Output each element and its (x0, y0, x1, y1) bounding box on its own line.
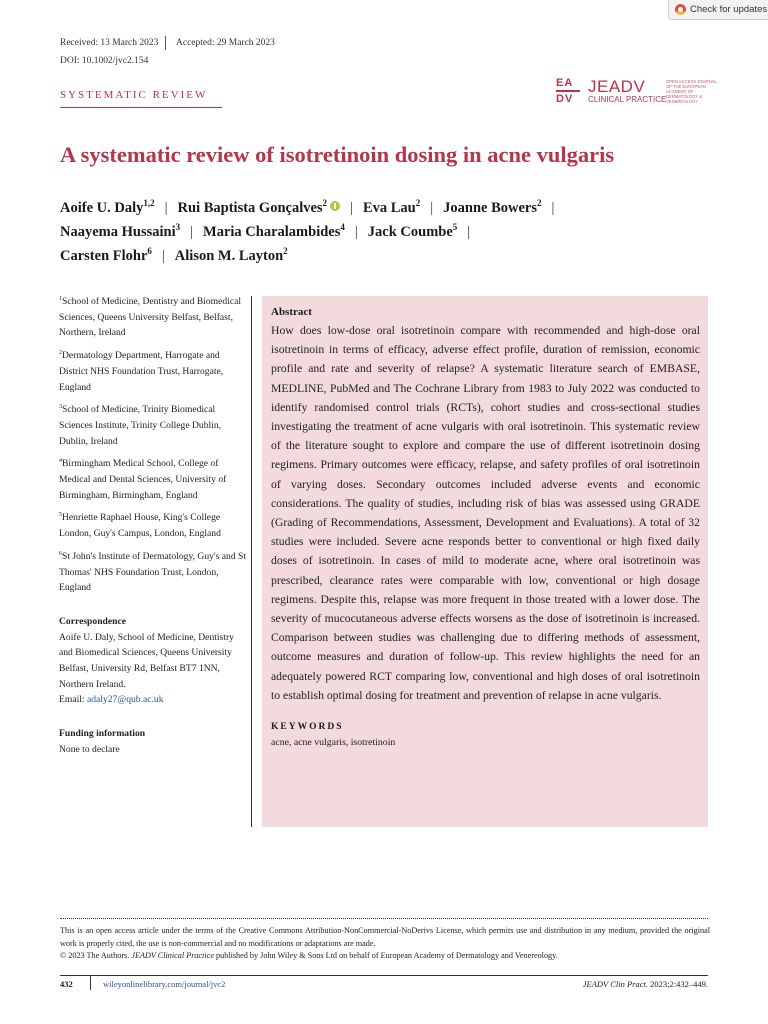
email-link[interactable]: adaly27@qub.ac.uk (86, 694, 164, 706)
page-number: 432 (60, 979, 73, 989)
author[interactable]: Jack Coumbe$^5$ (367, 222, 458, 240)
abstract-heading: Abstract (271, 306, 312, 318)
citation: JEADV Clin Pract. 2023;2:432–449. (582, 979, 708, 989)
logo-mark-top: EA (556, 77, 574, 89)
author[interactable]: Eva Lau$^2$ (362, 198, 421, 216)
author[interactable]: Aoife U. Daly$^{1,2}$ (60, 198, 155, 216)
footer-separator (90, 976, 91, 990)
crossmark-icon (675, 4, 686, 15)
abstract-text: How does low-dose oral isotretinoin compare with recommended and high-dose oral isotretinoin in terms of efficacy, adverse effect profile, duration of remission, economic profile and rate and severity of relapse? A systematic literature search of EMBASE, MEDLINE, PubMed and The Cochrane Library from 1983 to July 2022 was conducted to identify randomised control trials (RCTs), cohort studies and cross-sectional studies investigating the treatment of acne vulgaris with oral isotretinoin. This systematic review of the literature sought to explore and compare the use of different isotretinoin dosing regimens. Primary outcomes were efficacy, relapse, and safety profiles of oral isotretinoin of varying doses. Secondary outcomes included adverse events and economic considerations. The quality of studies, including risk of bias was assessed using GRADE (Grading of Recommendations, Assessment, Development and Evaluations). A total of 32 studies were included. Severe acne responds better to conventional or high fixed daily doses of isotretinoin. In cases of mild to moderate acne, where oral isotretinoin was prescribed, clearance rates were comparable with low, conventional or high dosage regimens. Despite this, relapse was more frequent in those treated with a lower dose. The severity of mucocutaneous adverse effects worsens as the dose of isotretinoin is increased. Comparison between studies was challenging due to differing methods of assessment, outcome measures and duration of follow-up. This review highlights the need for an adequately powered RCT comparing low, conventional and high doses of oral isotretinoin to establish optimal dosing for treatment and prevention of relapse in acne vulgaris. (271, 324, 700, 702)
logo-mark-bar (556, 90, 580, 92)
left-column (59, 294, 249, 765)
license-block (60, 925, 710, 963)
correspondence-text: Aoife U. Daly, School of Medicine, Dentistry and Biomedical Sciences, Queens University Belfast, University Rd, Belfast BT7 1NN, Northern Ireland. Email: adaly27@qub.ac.uk (59, 631, 234, 706)
eadv-logo-mark (556, 77, 580, 107)
author[interactable]: Naayema Hussaini$^3$ (60, 222, 181, 240)
journal-name: JEADV (588, 77, 646, 96)
license-text: This is an open access article under the terms of the Creative Commons Attribution-NonCommercial-NoDerivs License, which permits use and distribution in any medium, provided the original work is properly cited, the use is non-commercial and no modifications or adaptations are made. (60, 926, 710, 948)
author[interactable]: Alison M. Layton$^2$ (174, 246, 288, 264)
affiliation: $^6$St John's Institute of Dermatology, Guy's and St Thomas' NHS Foundation Trust, London, England (59, 550, 247, 594)
correspondence-heading: Correspondence (59, 615, 126, 627)
affiliation: $^3$School of Medicine, Trinity Biomedical Sciences Institute, Trinity College Dublin, Dublin, Ireland (59, 404, 222, 447)
journal-subtitle: CLINICAL PRACTICE (588, 95, 667, 104)
keywords-text: acne, acne vulgaris, isotretinoin (271, 737, 396, 749)
accepted-date: Accepted: 29 March 2023 (176, 38, 275, 48)
author-line-3: Carsten Flohr$^6$ | Alison M. Layton$^2$ (60, 246, 288, 264)
received-date: Received: 13 March 2023 (60, 38, 159, 48)
journal-fine-print: OPEN ACCESS JOURNAL OF THE EUROPEAN ACADEMY OF DERMATOLOGY & VENEREOLOGY (666, 79, 717, 104)
copyright-text: © 2023 The Authors. JEADV Clinical Practice published by John Wiley & Sons Ltd on behalf of European Academy of Dermatology and Venereology. (60, 951, 558, 960)
footer-divider (60, 975, 708, 976)
orcid-icon[interactable] (330, 201, 340, 211)
author[interactable]: Joanne Bowers$^2$ (443, 198, 542, 216)
license-divider (60, 918, 708, 919)
affiliation: $^4$Birmingham Medical School, College of Medical and Dental Sciences, University of Birmingham, Birmingham, England (59, 458, 227, 501)
logo-mark-bottom: DV (556, 93, 574, 105)
funding-heading: Funding information (59, 728, 146, 740)
author-line-1: Aoife U. Daly$^{1,2}$ | Rui Baptista Gonçalves$^2$ | Eva Lau$^2$ | Joanne Bowers$^2$ | (60, 198, 555, 216)
journal-logo (556, 77, 716, 109)
affiliation: $^2$Dermatology Department, Harrogate and District NHS Foundation Trust, Harrogate, England (59, 350, 224, 393)
check-for-updates-label: Check for updates (690, 4, 768, 15)
meta-divider (165, 36, 166, 50)
doi: DOI: 10.1002/jvc2.154 (60, 56, 149, 66)
author[interactable]: Rui Baptista Gonçalves$^2$ (177, 198, 328, 216)
keywords-heading: KEYWORDS (271, 722, 344, 733)
funding-text: None to declare (59, 743, 120, 755)
journal-url-link[interactable]: wileyonlinelibrary.com/journal/jvc2 (103, 979, 226, 989)
article-title: A systematic review of isotretinoin dosing in acne vulgaris (60, 142, 615, 167)
author[interactable]: Carsten Flohr$^6$ (60, 246, 152, 264)
affiliation: $^5$Henriette Raphael House, King's College London, Guy's Campus, London, England (59, 512, 221, 540)
check-for-updates-badge[interactable] (668, 0, 768, 20)
section-tag: SYSTEMATIC REVIEW (60, 89, 208, 101)
author-line-2: Naayema Hussaini$^3$ | Maria Charalambides$^4$ | Jack Coumbe$^5$ | (60, 222, 471, 240)
section-tag-underline (60, 107, 222, 108)
column-divider (251, 296, 252, 827)
author[interactable]: Maria Charalambides$^4$ (203, 222, 345, 240)
affiliation: $^1$School of Medicine, Dentistry and Biomedical Sciences, Queens University Belfast, Belfast, Northern, Ireland (59, 296, 242, 339)
author-list (60, 196, 720, 268)
abstract-box (262, 296, 708, 827)
